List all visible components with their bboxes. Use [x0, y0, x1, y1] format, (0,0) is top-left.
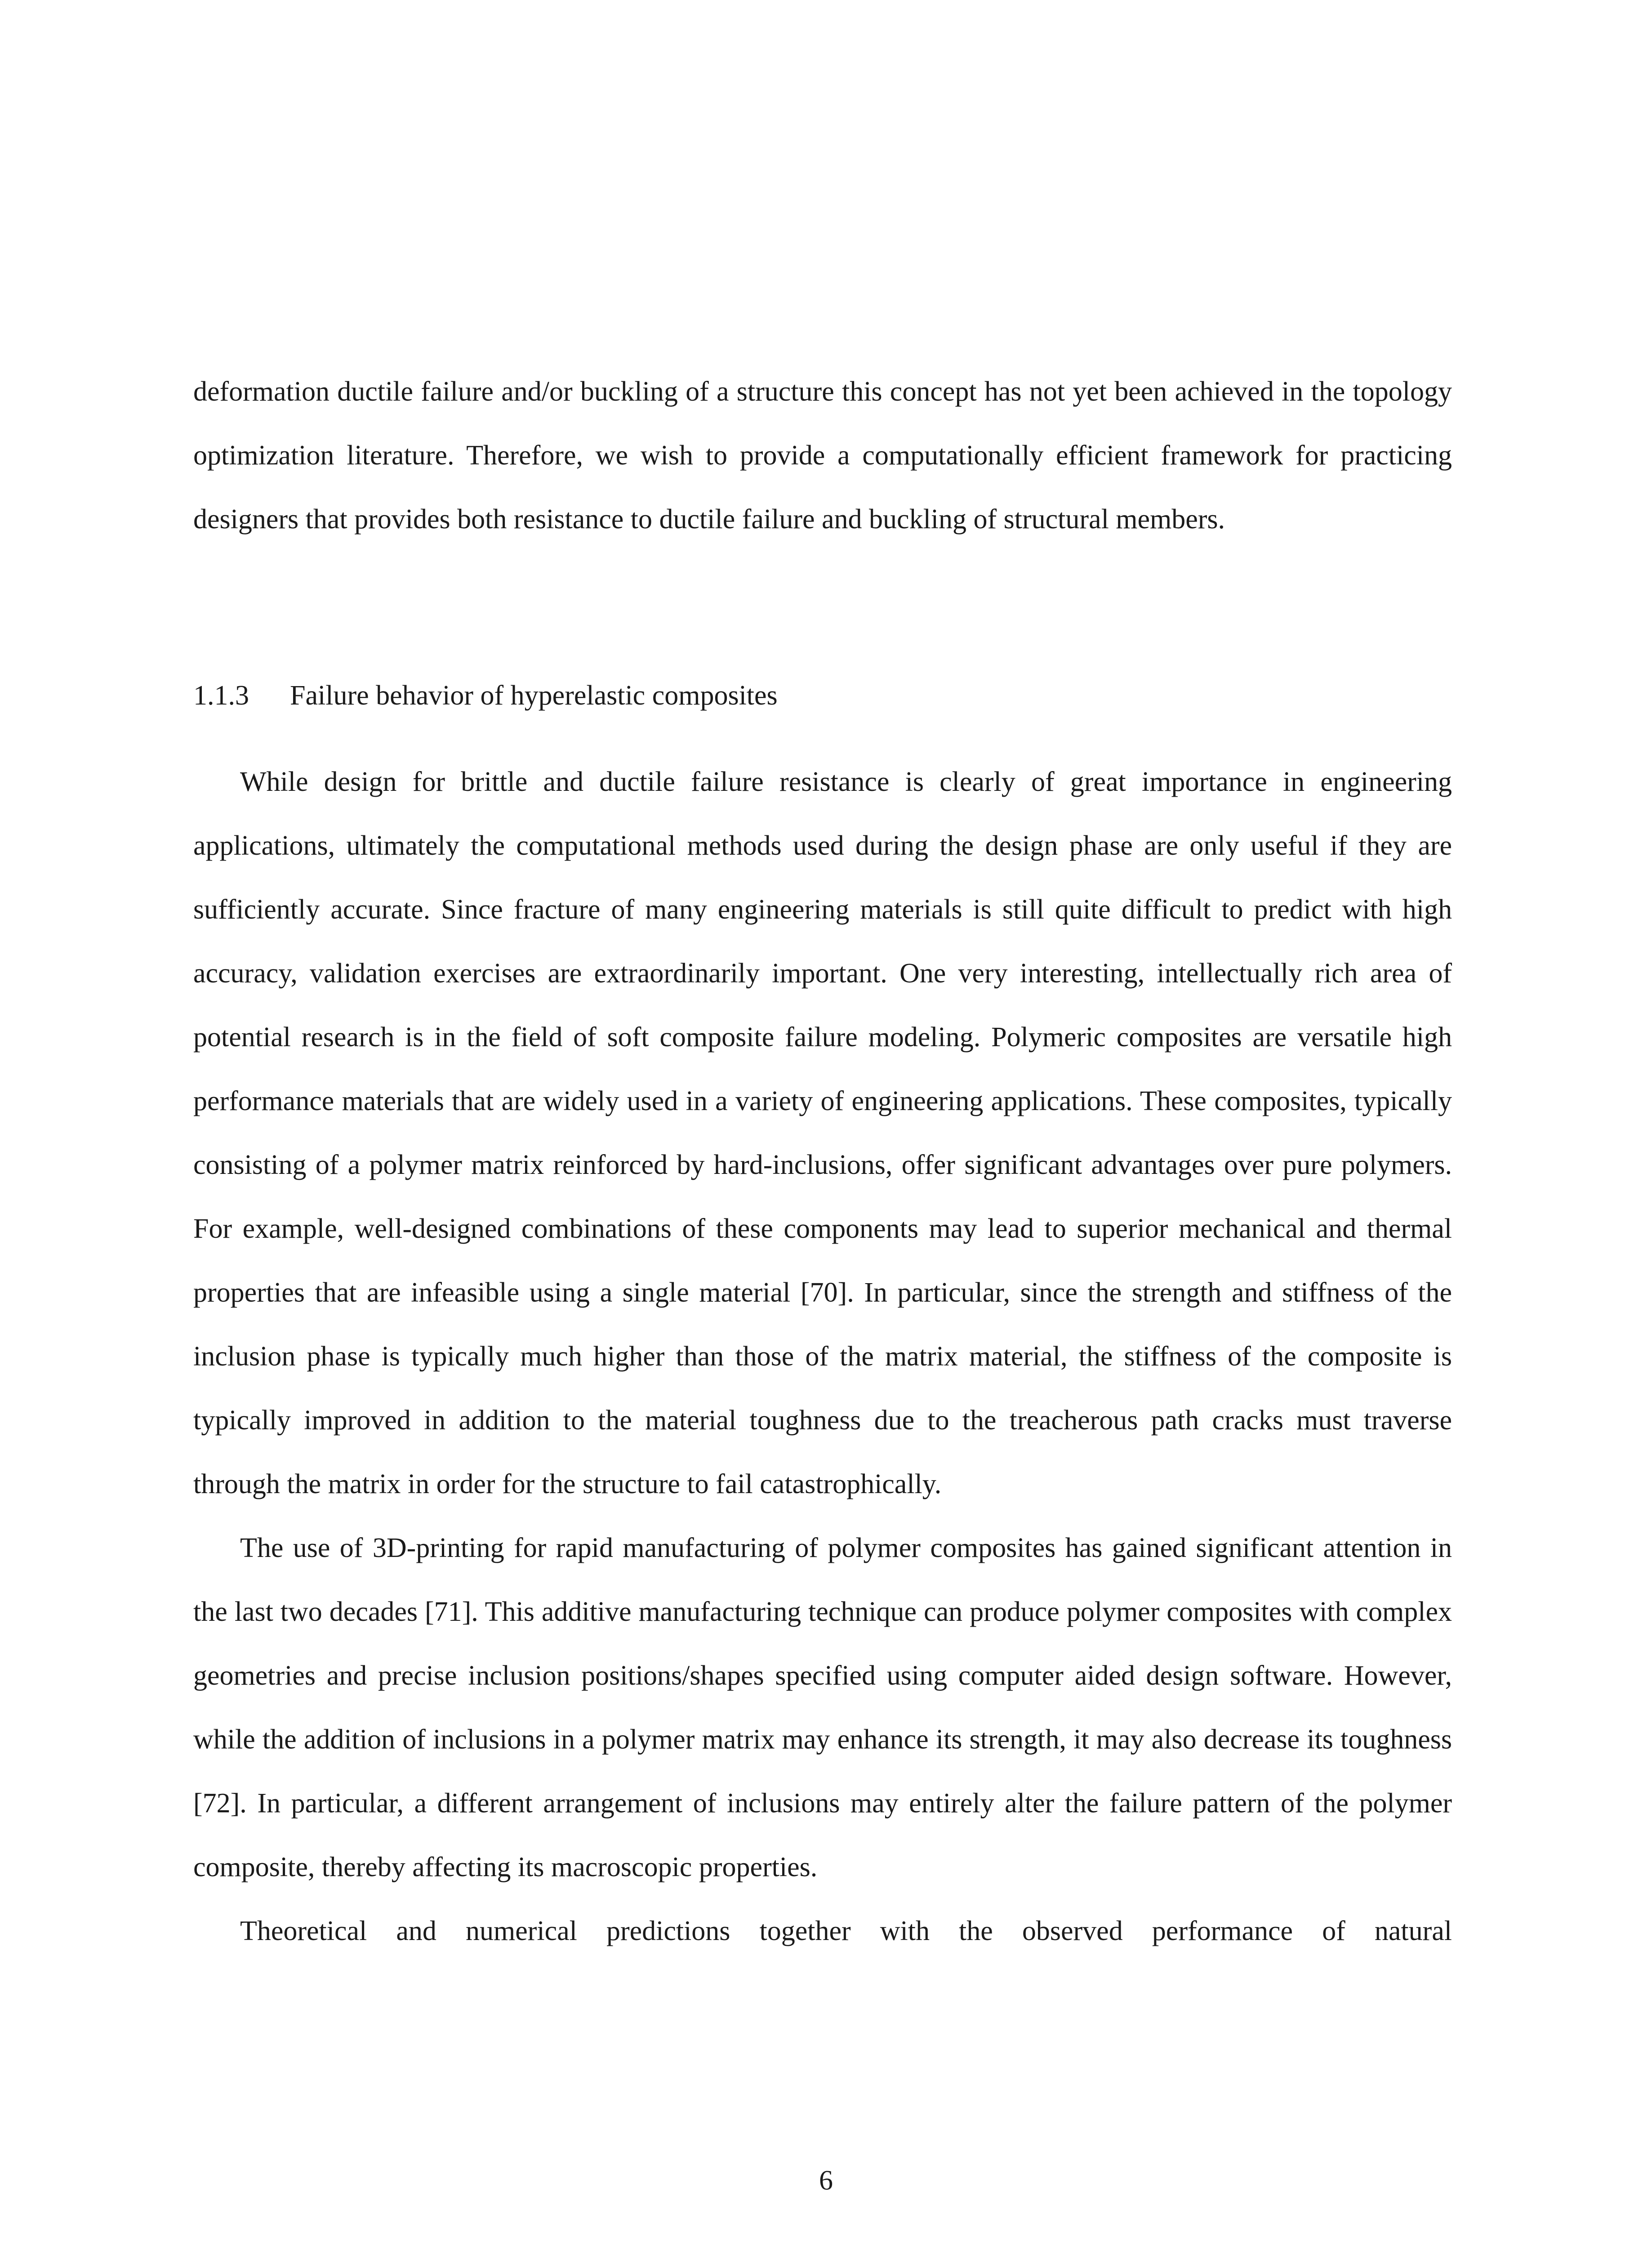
- opening-paragraph: deformation ductile failure and/or buckling of a structure this concept has not yet been achieved in the topology optimization literature. Therefore, we wish to provide a computationally efficient framework for practicing designers that provides both resistance to ductile failure and buckling of structural members.: [193, 376, 1452, 535]
- page-number: 6: [819, 2165, 833, 2196]
- body-paragraph-1: While design for brittle and ductile failure resistance is clearly of great importance in engineering applications, ultimately the computational methods used during the design phase are only useful if they are sufficiently accurate. Since fracture of many engineering materials is still quite difficult to predict with high accuracy, validation exercises are extraordinarily important. One very interesting, intellectually rich area of potential research is in the field of soft composite failure modeling. Polymeric composites are versatile high performance materials that are widely used in a variety of engineering applications. These composites, typically consisting of a polymer matrix reinforced by hard-inclusions, offer significant advantages over pure polymers. For example, well-designed combinations of these components may lead to superior mechanical and thermal properties that are infeasible using a single material [70]. In particular, since the strength and stiffness of the inclusion phase is typically much higher than those of the matrix material, the stiffness of the composite is typically improved in addition to the material toughness due to the treacherous path cracks must traverse through the matrix in order for the structure to fail catastrophically.: [193, 767, 1452, 1499]
- section-heading: [193, 673, 778, 718]
- body-paragraph-3: Theoretical and numerical predictions together with the observed performance of natural: [240, 1916, 1452, 1946]
- opening-text-block: [193, 360, 1452, 551]
- section-number: 1.1.3: [193, 680, 249, 711]
- body-paragraph-2: The use of 3D-printing for rapid manufacturing of polymer composites has gained significant attention in the last two decades [71]. This additive manufacturing technique can produce polymer composites with complex geometries and precise inclusion positions/shapes specified using computer aided design software. However, while the addition of inclusions in a polymer matrix may enhance its strength, it may also decrease its toughness [72]. In particular, a different arrangement of inclusions may entirely alter the failure pattern of the polymer composite, thereby affecting its macroscopic properties.: [193, 1533, 1452, 1882]
- section-body: [193, 750, 1452, 1963]
- section-title: Failure behavior of hyperelastic composites: [290, 680, 778, 711]
